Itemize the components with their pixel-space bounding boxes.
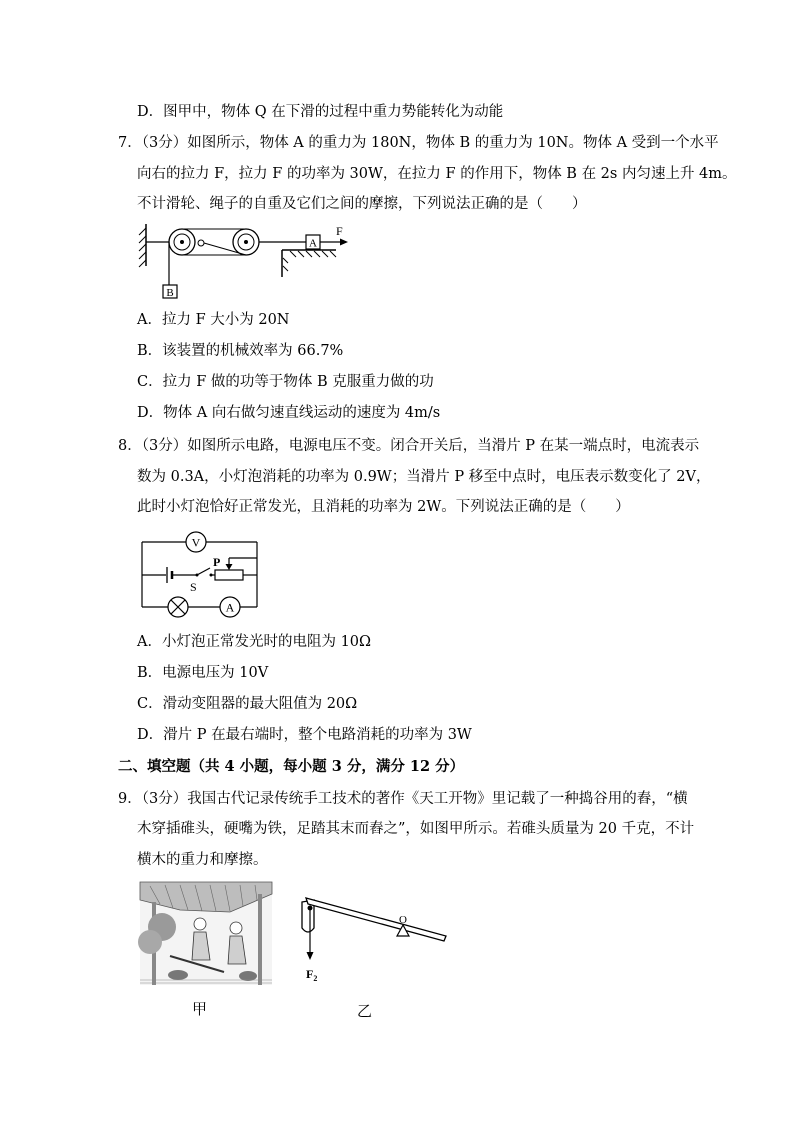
q7-option-c: C．拉力 F 做的功等于物体 B 克服重力做的功: [137, 374, 434, 390]
label-f2: $F_2$: [306, 967, 318, 983]
label-s: S: [190, 580, 197, 594]
q7-text-line-2: 向右的拉力 F，拉力 F 的功率为 30W，在拉力 F 的作用下，物体 B 在 2s 内匀速上升 4m。: [137, 166, 737, 182]
caption-jia: 甲: [192, 1000, 208, 1018]
q7-text-line-1: 7．（3分）如图所示，物体 A 的重力为 180N，物体 B 的重力为 10N。物体 A 受到一个水平: [118, 135, 719, 151]
q7-text-line-3: 不计滑轮、绳子的自重及它们之间的摩擦，下列说法正确的是（ ）: [137, 196, 587, 212]
label-v: V: [191, 535, 201, 550]
q9-text-line-1: 9．（3分）我国古代记录传统手工技术的著作《天工开物》里记载了一种捣谷用的舂，“横: [118, 791, 688, 807]
q8-text-line-2: 数为 0.3A，小灯泡消耗的功率为 0.9W；当滑片 P 移至中点时，电压表示数变化了 2V，: [137, 469, 711, 485]
label-p: P: [213, 555, 221, 569]
q9-text-line-2: 木穿插碓头，硬嘴为铁，足踏其末而舂之”，如图甲所示。若碓头质量为 20 千克，不计: [137, 821, 695, 837]
label-ammeter: A: [225, 600, 235, 615]
switch: [197, 568, 210, 575]
q9-text-line-3: 横木的重力和摩擦。: [137, 852, 268, 868]
label-o: O: [399, 914, 407, 926]
pulley-figure: [136, 222, 366, 302]
circuit-figure: [140, 528, 265, 613]
caption-yi: 乙: [357, 1002, 373, 1020]
q8-text-line-1: 8．（3分）如图所示电路，电源电压不变。闭合开关后，当滑片 P 在某一端点时，电流表示: [118, 438, 700, 454]
rheostat: [215, 570, 243, 580]
ancient-illustration: [140, 882, 272, 985]
q8-option-c: C．滑动变阻器的最大阻值为 20Ω: [137, 696, 358, 712]
lever-beam: [306, 898, 446, 941]
q7-option-b: B．该装置的机械效率为 66.7%: [137, 343, 344, 359]
lever-figure: [300, 880, 450, 985]
q8-option-a: A．小灯泡正常发光时的电阻为 10Ω: [137, 634, 372, 650]
label-f: F: [336, 224, 343, 238]
q7-option-d: D．物体 A 向右做匀速直线运动的速度为 4m/s: [137, 405, 441, 421]
label-a: A: [309, 237, 317, 250]
q6-option-d: D．图甲中，物体 Q 在下滑的过程中重力势能转化为动能: [137, 104, 504, 120]
q7-option-a: A．拉力 F 大小为 20N: [137, 312, 290, 328]
q8-option-d: D．滑片 P 在最右端时，整个电路消耗的功率为 3W: [137, 727, 472, 743]
q8-option-b: B．电源电压为 10V: [137, 665, 269, 681]
section-title: 二、填空题（共 4 小题，每小题 3 分，满分 12 分）: [118, 758, 465, 775]
q8-text-line-3: 此时小灯泡恰好正常发光，且消耗的功率为 2W。下列说法正确的是（ ）: [137, 499, 630, 515]
label-b: B: [166, 287, 174, 299]
